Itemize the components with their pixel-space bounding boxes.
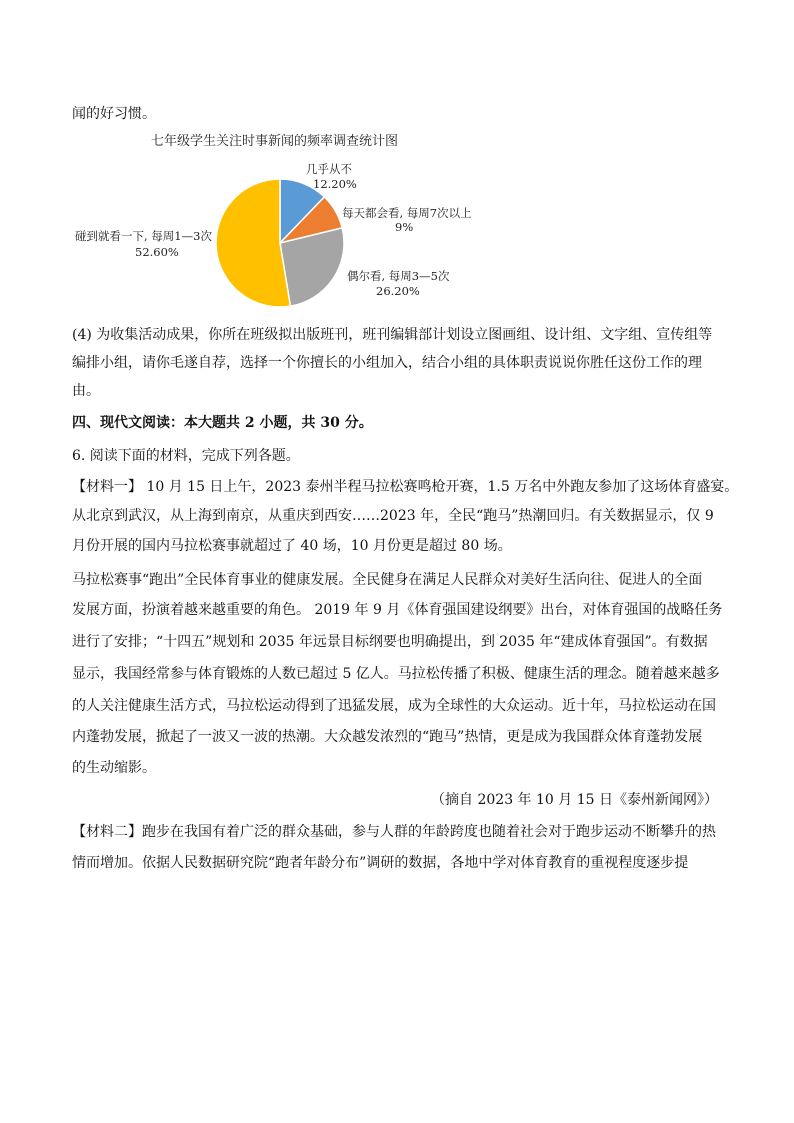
text-line: 内蓬勃发展，掀起了一波又一波的热潮。大众越发浓烈的“跑马”热情，更是成为我国群众体育蓬勃发展 xyxy=(72,729,703,745)
text-line: 情而增加。依据人民数据研究院“跑者年龄分布”调研的数据，各地中学对体育教育的重视程度逐步提 xyxy=(72,855,689,871)
text-line: 由。 xyxy=(72,383,100,399)
slice-label-1: 每天都会看, 每周7次以上 xyxy=(342,206,472,220)
slice-value-3: 52.60% xyxy=(135,245,179,259)
text-line: 闻的好习惯。 xyxy=(72,106,156,122)
slice-label-2: 偶尔看, 每周3—5次 xyxy=(347,269,450,283)
slice-label-0: 几乎从不 xyxy=(306,162,352,176)
text-line: 的生动缩影。 xyxy=(72,760,156,776)
text-line: 从北京到武汉，从上海到南京，从重庆到西安……2023 年，全民“跑马”热潮回归。有关数据显示，仅 9 xyxy=(72,508,714,524)
slice-value-1: 9% xyxy=(395,220,414,234)
question-heading: 6. 阅读下面的材料，完成下列各题。 xyxy=(72,448,300,464)
text-line: 发展方面，扮演着越来越重要的角色。 2019 年 9 月《体育强国建设纲要》出台，对体育强国的战略任务 xyxy=(72,602,723,618)
text-line: (4) 为收集活动成果，你所在班级拟出版班刊，班刊编辑部计划设立图画组、设计组、文字组、宣传组等 xyxy=(72,327,713,343)
text-line: 进行了安排；“十四五”规划和 2035 年远景目标纲要也明确提出，到 2035 年“建成体育强国”。有数据 xyxy=(72,634,708,650)
pie-chart xyxy=(60,128,520,318)
pie-slice-3 xyxy=(216,179,290,307)
chart-title: 七年级学生关注时事新闻的频率调查统计图 xyxy=(151,134,399,149)
text-line: 的人关注健康生活方式，马拉松运动得到了迅猛发展，成为全球性的大众运动。近十年，马拉松运动在国 xyxy=(72,698,716,714)
text-line: 【材料一】 10 月 15 日上午，2023 泰州半程马拉松赛鸣枪开赛，1.5 万名中外跑友参加了这场体育盛宴。 xyxy=(72,479,739,495)
text-line: 马拉松赛事“跑出”全民体育事业的健康发展。全民健身在满足人民群众对美好生活向往、促进人的全面 xyxy=(72,572,703,588)
text-line: 显示，我国经常参与体育锻炼的人数已超过 5 亿人。马拉松传播了积极、健康生活的理念。随着越来越多 xyxy=(72,666,720,682)
source-citation: （摘自 2023 年 10 月 15 日《泰州新闻网》） xyxy=(431,792,718,808)
text-line: 编排小组，请你毛遂自荐，选择一个你擅长的小组加入，结合小组的具体职责说说你胜任这份工作的理 xyxy=(72,355,702,371)
slice-value-0: 12.20% xyxy=(313,177,357,191)
section-heading: 四、现代文阅读：本大题共 2 小题，共 30 分。 xyxy=(72,415,373,431)
text-line: 【材料二】跑步在我国有着广泛的群众基础，参与人群的年龄跨度也随着社会对于跑步运动不断攀升的热 xyxy=(72,824,716,840)
slice-value-2: 26.20% xyxy=(376,284,420,298)
text-line: 月份开展的国内马拉松赛事就超过了 40 场，10 月份更是超过 80 场。 xyxy=(72,538,512,554)
slice-label-3: 碰到就看一下, 每周1—3次 xyxy=(75,229,212,243)
